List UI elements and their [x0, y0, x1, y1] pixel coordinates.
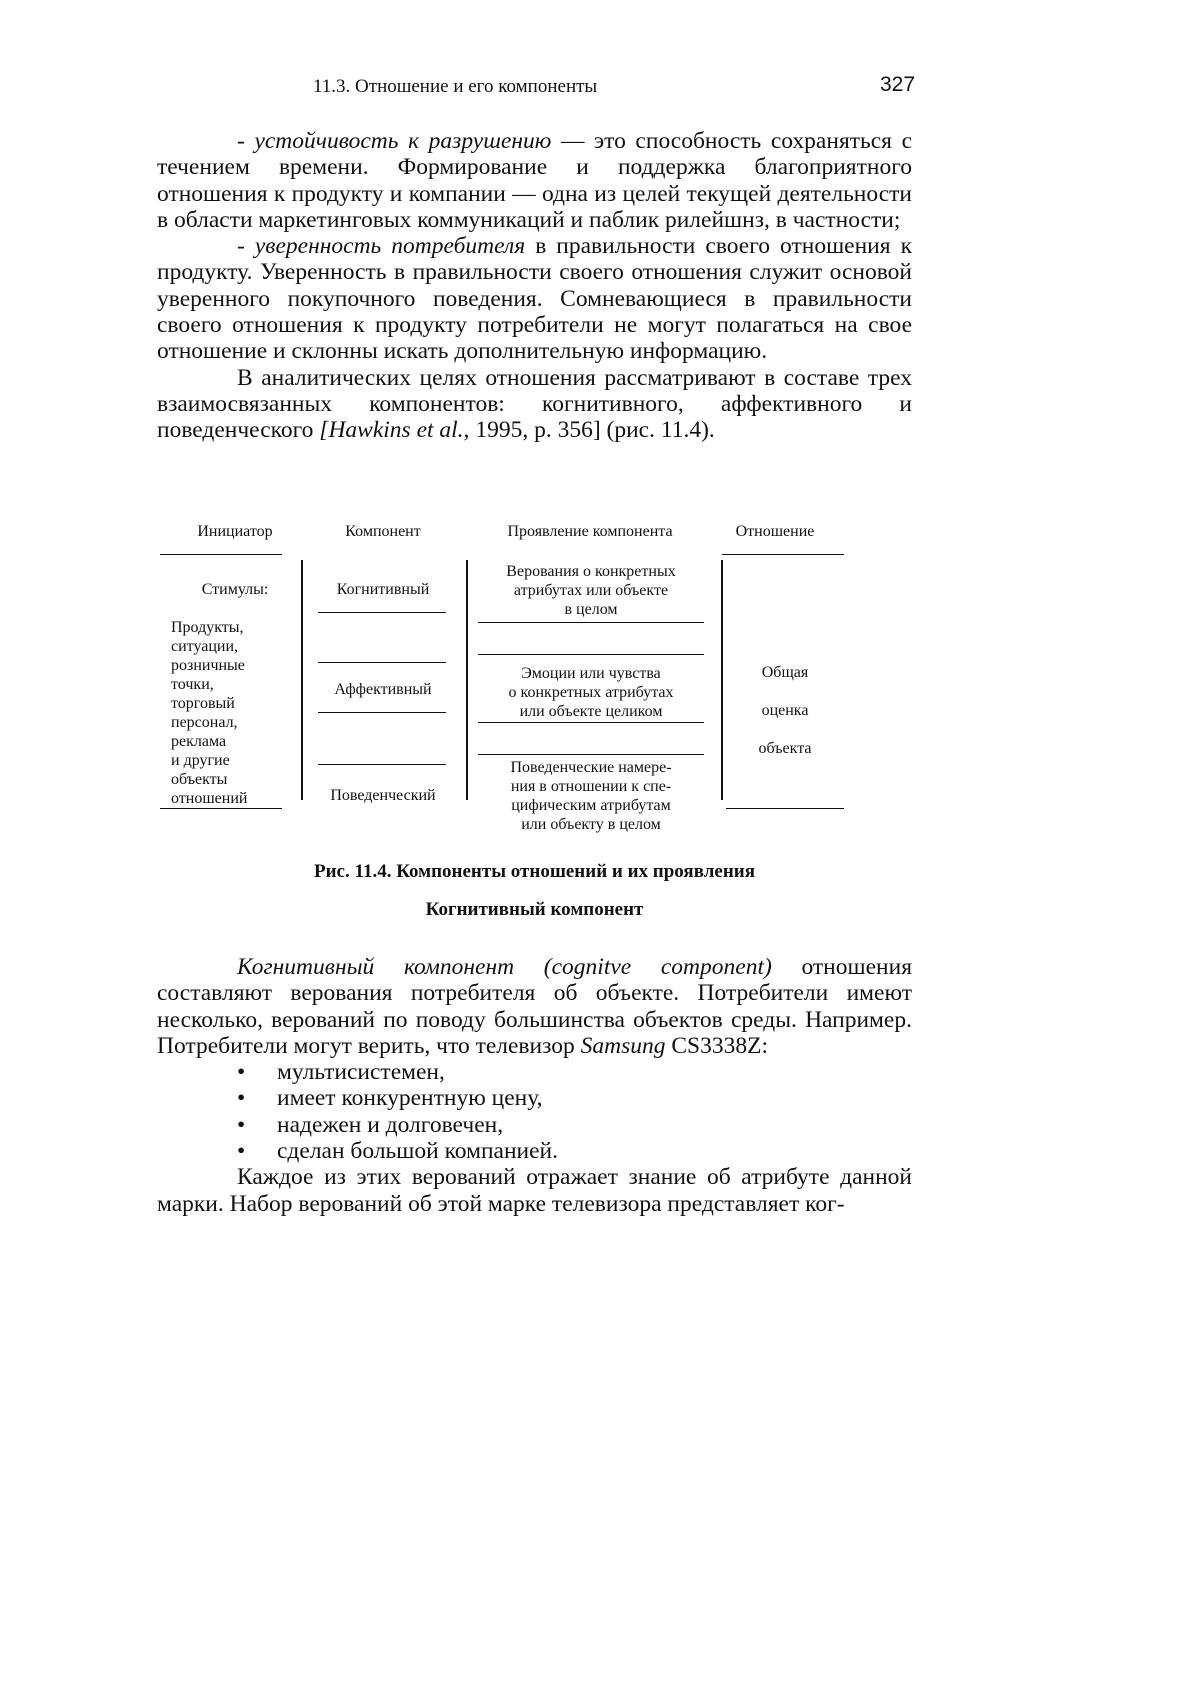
- list-item-text: имеет конкурентную цену,: [277, 1085, 543, 1112]
- component-cognitive: Когнитивный: [336, 581, 430, 598]
- divider: [721, 560, 723, 800]
- attitude-line: оценка: [761, 702, 809, 719]
- stimuli-item: ситуации,: [171, 638, 239, 655]
- stimuli-item: отношений: [171, 790, 248, 807]
- header-component: Компонент: [345, 523, 421, 540]
- list-item-text: мультисистемен,: [277, 1059, 445, 1086]
- list-item: [157, 1085, 912, 1111]
- stimuli-item: реклама: [171, 733, 227, 750]
- citation-tail: 1995, p. 356] (рис. 11.4).: [469, 417, 715, 444]
- attitude-overall-evaluation: [725, 654, 845, 768]
- manifestation-line: цифическим атрибутам: [511, 797, 671, 814]
- list-item-text: надежен и долговечен,: [277, 1111, 504, 1138]
- manifestation-line: или объекте целиком: [519, 703, 663, 720]
- component-behavioral: Поведенческий: [330, 787, 436, 804]
- attitude-components-diagram: [160, 518, 860, 838]
- manifestation-line: Поведенческие намере-: [510, 759, 672, 776]
- bullet-icon: •: [237, 1085, 246, 1112]
- header-attitude: Отношение: [735, 523, 815, 540]
- paragraph-components: [157, 365, 912, 444]
- figure-caption: Рис. 11.4. Компоненты отношений и их проявления: [314, 861, 755, 882]
- manifestation-line: в целом: [564, 601, 618, 618]
- manifestation-cognitive: [468, 562, 714, 619]
- manifestation-line: атрибутах или объекте: [513, 582, 669, 599]
- dash: -: [237, 233, 255, 260]
- stimuli-title: Стимулы:: [201, 581, 269, 598]
- divider: [160, 808, 282, 809]
- manifestation-line: Верования о конкретных: [506, 563, 676, 580]
- header-initiator: Инициатор: [197, 523, 273, 540]
- divider: [318, 712, 446, 713]
- attitude-line: объекта: [758, 740, 812, 757]
- paragraph-text: в правильности своего отношения к продукту. Уверенность в правильности своего отношения служит основой уверенного покупочного поведения. Сомневающиеся в правильности своего отношения к продукту потребители не могут полагаться на свое отношение и склонны искать дополнительную информацию.: [157, 233, 912, 365]
- section-text: [157, 954, 912, 1217]
- citation: [Hawkins et al.,: [319, 417, 470, 444]
- paragraph-text: — это способность сохраняться с течением времени. Формирование и поддержка благоприятного отношения к продукту и компании — одна из целей текущей деятельности в области маркетинговых коммуникаций и паблик рилейшнз, в частности;: [157, 128, 913, 233]
- section-heading: Когнитивный компонент: [425, 899, 644, 920]
- term-stability: устойчивость к разрушению: [254, 128, 552, 154]
- stimuli-item: точки,: [171, 676, 214, 693]
- manifestation-line: Эмоции или чувства: [521, 665, 661, 682]
- term-confidence: уверенность потребителя: [254, 233, 526, 260]
- manifestation-line: ния в отношении к спе-: [510, 778, 672, 795]
- manifestation-line: о конкретных атрибутах: [508, 684, 674, 701]
- term-cognitive-component: Когнитивный компонент (cognitve component): [237, 954, 772, 980]
- component-affective: Аффективный: [334, 681, 432, 698]
- divider: [160, 554, 282, 555]
- manifestation-line: или объекту в целом: [521, 816, 661, 833]
- divider: [726, 808, 844, 809]
- list-item: [157, 1112, 912, 1138]
- paragraph-confidence: [157, 233, 912, 364]
- divider: [478, 722, 704, 723]
- stimuli-item: Продукты,: [171, 619, 244, 636]
- stimuli-item: и другие: [171, 752, 230, 769]
- attitude-line: Общая: [761, 664, 809, 681]
- stimuli-item: объекты: [171, 771, 228, 788]
- list-item-text: сделан большой компанией.: [277, 1138, 559, 1165]
- stimuli-item: розничные: [171, 657, 245, 674]
- bullet-icon: •: [237, 1138, 246, 1165]
- stimuli-list: [171, 618, 301, 808]
- divider: [318, 764, 446, 765]
- manifestation-behavioral: [468, 758, 714, 834]
- paragraph-text: отношения составляют верования потребителя об объекте. Потребители имеют несколько, верований по поводу большинства объектов среды. Например. Потребители могут верить, что телевизор: [157, 954, 912, 1059]
- paragraph-cognitive: [157, 954, 912, 1059]
- divider: [722, 554, 844, 555]
- divider: [478, 622, 704, 623]
- list-item: [157, 1059, 912, 1085]
- bullet-icon: •: [237, 1111, 246, 1138]
- stimuli-item: персонал,: [171, 714, 238, 731]
- bullet-icon: •: [237, 1059, 246, 1086]
- divider: [478, 654, 704, 655]
- page-number: 327: [880, 73, 916, 96]
- paragraph-beliefs-set: [157, 1164, 912, 1217]
- intro-text: [157, 128, 912, 444]
- paragraph-text: В аналитических целях отношения рассматривают в составе трех взаимосвязанных компонентов: когнитивного, аффективного и поведенческого: [157, 364, 912, 444]
- manifestation-affective: [468, 664, 714, 721]
- running-title: 11.3. Отношение и его компоненты: [313, 76, 598, 97]
- beliefs-list: [157, 1059, 912, 1164]
- model-name: CS3338Z:: [665, 1032, 769, 1059]
- divider: [318, 612, 446, 613]
- brand-name: Samsung: [580, 1032, 666, 1059]
- list-item: [157, 1138, 912, 1164]
- divider: [318, 662, 446, 663]
- divider: [478, 754, 704, 755]
- header-manifestation: Проявление компонента: [507, 523, 673, 540]
- paragraph-text: Каждое из этих верований отражает знание об атрибуте данной марки. Набор верований об этой марке телевизора представляет ког-: [157, 1164, 912, 1217]
- dash: -: [237, 128, 255, 154]
- stimuli-item: торговый: [171, 695, 235, 712]
- paragraph-stability: [157, 128, 912, 233]
